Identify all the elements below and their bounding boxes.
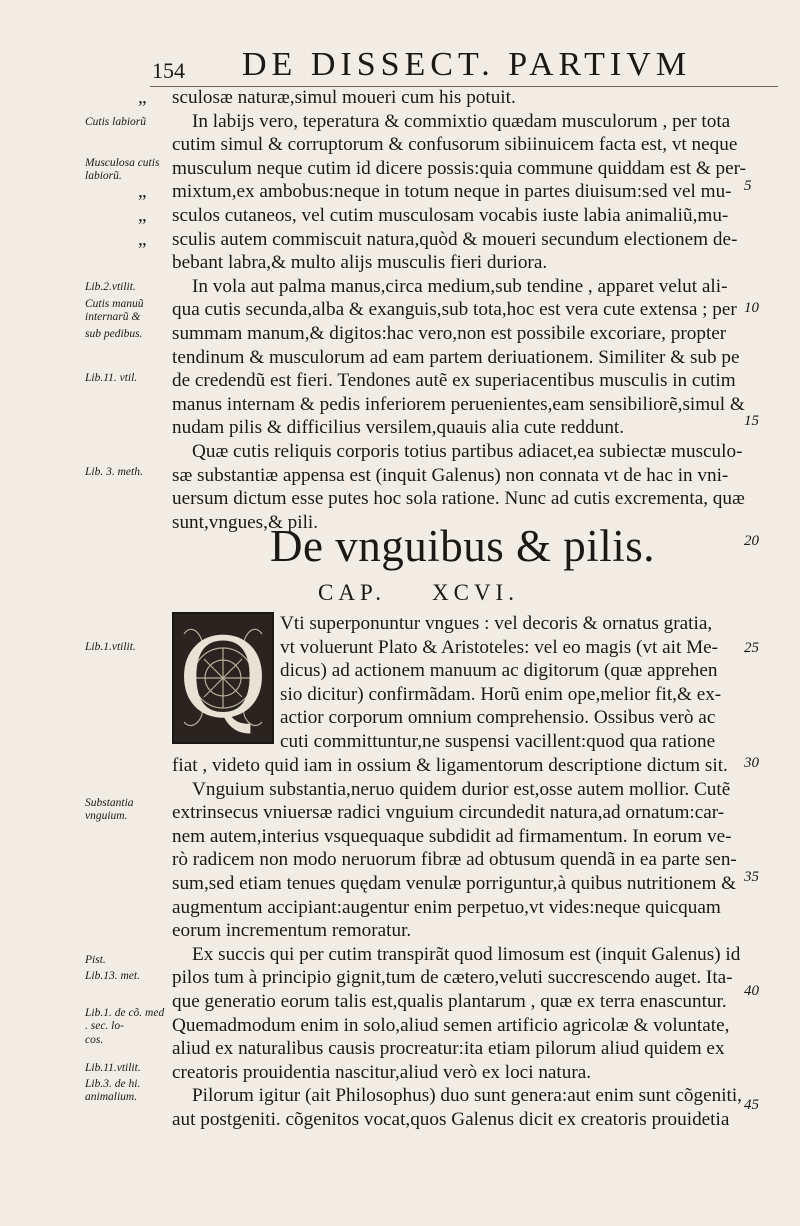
margin-note: Lib. 3. meth.	[85, 466, 143, 478]
margin-note: Pist.	[85, 954, 106, 966]
text-line: sculos cutaneos, vel cutim musculosam vocabis iuste labia animaliũ,mu-	[172, 204, 729, 226]
ditto-mark: „	[138, 87, 147, 108]
line-number: 20	[744, 533, 759, 549]
text-line: In labijs vero, teperatura & commixtio quædam musculorum , per tota	[192, 110, 731, 132]
text-line: Vti superponuntur vngues : vel decoris & ornatus gratia,	[280, 613, 713, 634]
margin-note: Lib.13. met.	[85, 970, 140, 982]
text-line: manus internam & pedis inferiorem peruenientes,eam sensibiliorẽ,simul &	[172, 393, 745, 415]
text-line: actior corporum omnium comprehensio. Ossibus verò ac	[280, 707, 716, 729]
text-line: summam manum,& digitos:hac vero,non est possibile excoriare, propter	[172, 322, 727, 344]
text-line: rò radicem non modo neruorum fibræ ad obtusum quendã in ea parte sen-	[172, 849, 737, 871]
text-line: aut postgeniti. cõgenitos vocat,quos Galenus dicit ex creatoris prouidetia	[172, 1108, 730, 1130]
ditto-mark: „	[138, 204, 147, 226]
text-line: Quemadmodum enim in solo,aliud semen artificio agricolæ & voluntate,	[172, 1014, 730, 1036]
line-number: 35	[744, 869, 759, 885]
line-number: 15	[744, 413, 759, 429]
text-line: bebant labra,& multo alijs musculis fieri duriora.	[172, 252, 548, 274]
text-line: sum,sed etiam tenues quędam venulæ porriguntur,à quibus nutritionem &	[172, 872, 737, 894]
text-line: pilos tum à principio gignit,tum de cætero,veluti succrescendo auget. Ita-	[172, 967, 733, 989]
text-line: que generatio eorum talis est,qualis plantarum , quæ ex terra enascuntur.	[172, 990, 727, 1012]
body-text-wrap	[280, 612, 770, 754]
text-line: cutim simul & corruptorum & confusorum sibiinuicem facta est, vt neque	[172, 134, 738, 156]
line-number: 45	[744, 1097, 759, 1113]
text-line: sculosæ naturæ,simul moueri cum his potuit.	[172, 87, 516, 108]
text-line: Quæ cutis reliquis corporis totius partibus adiacet,ea subiectæ musculo-	[192, 440, 743, 462]
line-number: 10	[744, 300, 759, 316]
text-line: vt voluerunt Plato & Aristoteles: vel eo magis (vt ait Me-	[280, 636, 719, 658]
margin-note: Musculosa cutis labiorũ.	[85, 157, 160, 182]
text-line: sæ substantiæ appensa est (inquit Galenus) non connata vt de hac in vni-	[172, 464, 729, 486]
text-line: fiat , videto quid iam in ossium & ligamentorum descriptione dictum sit.	[172, 755, 728, 776]
margin-note: Lib.11. vtil.	[85, 372, 138, 384]
drop-cap-letter: Q	[177, 614, 269, 742]
page-number: 154	[152, 58, 185, 83]
text-line: mixtum,ex ambobus:neque in totum neque in partes diuisum:sed vel mu-	[172, 181, 732, 203]
text-line: sculis autem commiscuit natura,quòd & moueri secundum electionem de-	[172, 228, 738, 250]
chapter-label: CAP.	[318, 580, 386, 605]
line-number: 25	[744, 640, 759, 656]
text-line: qua cutis secunda,alba & exanguis,sub tota,hoc est vera cute extensa ; per	[172, 299, 737, 321]
margin-note: Lib.3. de hi. animalium.	[85, 1078, 141, 1103]
ditto-mark: „	[138, 181, 147, 203]
line-number: 30	[744, 755, 759, 771]
text-line: aliud ex naturalibus causis procreatur:ita etiam pilorum aliud quidem ex	[172, 1038, 725, 1060]
margin-note: Cutis manuũ internarũ &	[85, 298, 144, 323]
margin-note: Cutis labiorũ	[85, 116, 147, 128]
text-line: In vola aut palma manus,circa medium,sub tendine , apparet velut ali-	[192, 275, 728, 297]
text-line: sunt,vngues,& pili.	[172, 511, 319, 533]
margin-note: Substantia vnguium.	[85, 797, 134, 822]
text-line: nudam pilis & difficilius versilem,quauis alia cute reddunt.	[172, 417, 625, 439]
text-line: sio dicitur) confirmãdam. Horũ enim ope,melior fit,& ex-	[280, 683, 722, 705]
margin-note: Lib.1.vtilit.	[85, 641, 136, 653]
margin-note: Lib.2.vtilit.	[85, 281, 136, 293]
running-title: DE DISSECT. PARTIVM	[242, 46, 692, 83]
text-line: extrinsecus vniuersæ radici vnguium circundedit natura,ad ornatum:car-	[172, 802, 725, 824]
text-line: dicus) ad actionem manuum ac digitorum (quæ apprehen	[280, 660, 718, 682]
text-line: Vnguium substantia,neruo quidem durior est,osse autem mollior. Cutẽ	[192, 778, 731, 800]
ditto-mark: „	[138, 228, 147, 250]
text-line: augmentum accipiant:augentur enim perpetuo,vt vides:neque quicquam	[172, 896, 721, 918]
text-line: musculum neque cutim id dicere possis:quia commune quiddam est & per-	[172, 157, 747, 179]
body-text-bottom	[172, 754, 770, 1132]
text-line: tendinum & musculorum ad eam partem deriuationem. Similiter & sub pe	[172, 346, 740, 368]
line-number: 40	[744, 983, 759, 999]
text-line: eorum incrementum remoratur.	[172, 920, 412, 942]
text-line: nem autem,interius vsquequaque subdidit ad firmamentum. In eorum ve-	[172, 825, 732, 847]
section-heading: De vnguibus & pilis.	[270, 521, 656, 571]
body-text-top	[138, 86, 770, 534]
text-line: Ex succis qui per cutim transpirãt quod limosum est (inquit Galenus) id	[192, 943, 741, 965]
margin-note: Lib.11.vtilit.	[85, 1062, 141, 1074]
chapter-number: XCVI.	[432, 580, 519, 605]
text-line: de credendũ est fieri. Tendones autẽ ex superiacentibus musculis in cutim	[172, 370, 736, 392]
text-line: cuti committuntur,ne suspensi vacillent:quod qua ratione	[280, 730, 716, 752]
text-line: Pilorum igitur (ait Philosophus) duo sunt genera:aut enim sunt cõgeniti,	[192, 1085, 742, 1107]
line-number: 5	[744, 178, 752, 194]
margin-note: cos.	[85, 1034, 104, 1046]
text-line: uersum dictum esse putes hoc sola ratione. Nunc ad cutis excrementa, quæ	[172, 488, 745, 510]
text-line: creatoris prouidentia nascitur,aliud verò ex loci natura.	[172, 1061, 592, 1083]
drop-cap-ornament	[172, 612, 274, 744]
margin-note: sub pedibus.	[85, 328, 143, 340]
margin-note: Lib.1. de cõ. med . sec. lo-	[85, 1007, 165, 1032]
